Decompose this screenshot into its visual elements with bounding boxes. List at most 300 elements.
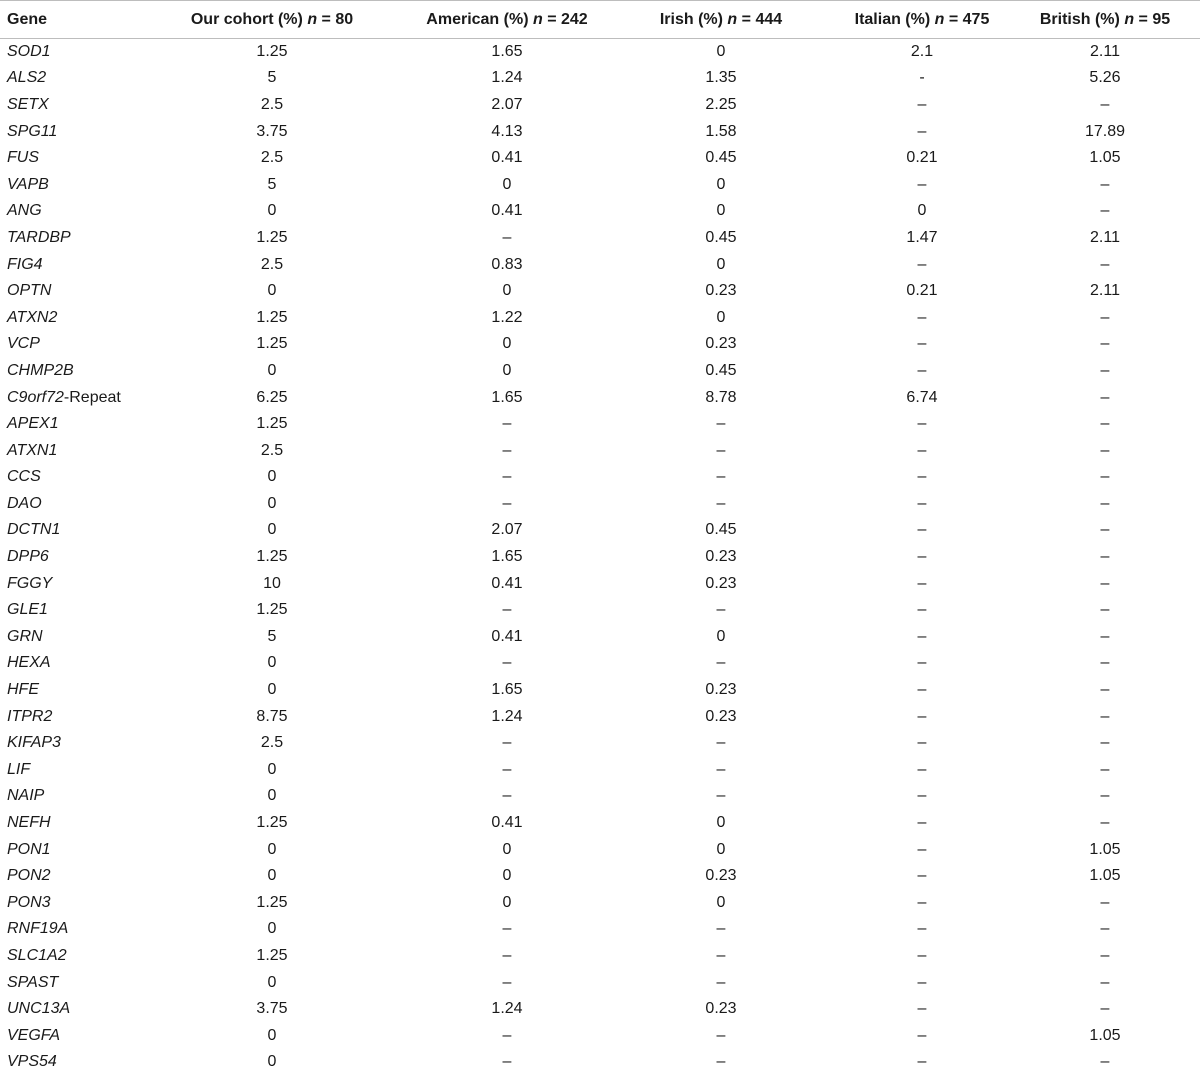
value-cell: 6.74 bbox=[906, 388, 938, 406]
gene-cell bbox=[0, 331, 138, 358]
value-cell: 0 bbox=[267, 1026, 277, 1044]
value-cell: 1.65 bbox=[491, 548, 523, 566]
table-row bbox=[0, 145, 1200, 172]
value-cell: 1.24 bbox=[491, 69, 523, 87]
table-row bbox=[0, 916, 1200, 943]
value-cell: – bbox=[917, 973, 927, 991]
gene-name: KIFAP3 bbox=[7, 734, 61, 752]
value-cell: – bbox=[1100, 175, 1110, 193]
value-cell: – bbox=[917, 122, 927, 140]
table-row bbox=[0, 996, 1200, 1023]
table-row bbox=[0, 437, 1200, 464]
column-header-british: British (%) n = 95 bbox=[1010, 1, 1200, 39]
gene-name: DAO bbox=[7, 494, 42, 512]
value-cell: – bbox=[1100, 361, 1110, 379]
value-cell: 0 bbox=[267, 654, 277, 672]
value-cell: 3.75 bbox=[256, 1000, 288, 1018]
table-row bbox=[0, 464, 1200, 491]
value-cell: 0.45 bbox=[705, 521, 737, 539]
value-cell: – bbox=[1100, 548, 1110, 566]
gene-name: ALS2 bbox=[7, 69, 47, 87]
gene-name: UNC13A bbox=[7, 1000, 71, 1018]
gene-cell bbox=[0, 118, 138, 145]
value-cell: 5 bbox=[267, 627, 277, 645]
value-cell: – bbox=[1100, 707, 1110, 725]
value-cell: 0 bbox=[502, 335, 512, 353]
value-cell: 0 bbox=[716, 627, 726, 645]
gene-cell bbox=[0, 996, 138, 1023]
value-cell: 10 bbox=[263, 574, 281, 592]
value-cell: 0.41 bbox=[491, 149, 523, 167]
value-cell: – bbox=[502, 441, 512, 459]
gene-name: SETX bbox=[7, 95, 49, 113]
value-cell: 1.25 bbox=[256, 308, 288, 326]
value-cell: 5 bbox=[267, 69, 277, 87]
value-cell: – bbox=[716, 1026, 726, 1044]
value-cell: – bbox=[502, 973, 512, 991]
value-cell: – bbox=[716, 1053, 726, 1071]
value-cell: 0.45 bbox=[705, 228, 737, 246]
gene-cell bbox=[0, 278, 138, 305]
gene-cell bbox=[0, 783, 138, 810]
value-cell: – bbox=[917, 175, 927, 193]
gene-cell bbox=[0, 65, 138, 92]
value-cell: 0.41 bbox=[491, 574, 523, 592]
value-cell: 1.24 bbox=[491, 1000, 523, 1018]
value-cell: – bbox=[716, 920, 726, 938]
header-row bbox=[0, 1, 1200, 39]
gene-name: SPAST bbox=[7, 973, 59, 991]
value-cell: – bbox=[917, 441, 927, 459]
value-cell: 1.05 bbox=[1089, 149, 1121, 167]
value-cell: – bbox=[1100, 601, 1110, 619]
value-cell: – bbox=[716, 468, 726, 486]
value-cell: – bbox=[1100, 946, 1110, 964]
value-cell: – bbox=[502, 415, 512, 433]
table-row bbox=[0, 251, 1200, 278]
value-cell: 0 bbox=[502, 175, 512, 193]
value-cell: 0 bbox=[502, 840, 512, 858]
value-cell: 0.23 bbox=[705, 335, 737, 353]
value-cell: 0 bbox=[267, 1053, 277, 1071]
table-row bbox=[0, 544, 1200, 571]
value-cell: 0.23 bbox=[705, 707, 737, 725]
value-cell: – bbox=[1100, 1000, 1110, 1018]
gene-cell bbox=[0, 943, 138, 970]
table-row bbox=[0, 225, 1200, 252]
gene-suffix: -Repeat bbox=[63, 388, 121, 406]
value-cell: 2.5 bbox=[260, 734, 284, 752]
table-row bbox=[0, 783, 1200, 810]
value-cell: 0.21 bbox=[906, 149, 938, 167]
value-cell: – bbox=[716, 734, 726, 752]
gene-name: VCP bbox=[7, 335, 40, 353]
gene-cell bbox=[0, 916, 138, 943]
value-cell: – bbox=[1100, 308, 1110, 326]
gene-name: CHMP2B bbox=[7, 361, 74, 379]
table-row bbox=[0, 650, 1200, 677]
value-cell: – bbox=[917, 1026, 927, 1044]
value-cell: – bbox=[1100, 202, 1110, 220]
value-cell: 2.1 bbox=[910, 43, 934, 61]
gene-cell bbox=[0, 969, 138, 996]
table-row bbox=[0, 969, 1200, 996]
value-cell: – bbox=[716, 787, 726, 805]
table-row bbox=[0, 118, 1200, 145]
value-cell: – bbox=[917, 681, 927, 699]
gene-name: DPP6 bbox=[7, 548, 49, 566]
gene-cell bbox=[0, 810, 138, 837]
value-cell: – bbox=[716, 946, 726, 964]
table-row bbox=[0, 570, 1200, 597]
table-row bbox=[0, 703, 1200, 730]
gene-name: VPS54 bbox=[7, 1053, 57, 1071]
gene-name: FIG4 bbox=[7, 255, 43, 273]
value-cell: 0 bbox=[716, 840, 726, 858]
value-cell: – bbox=[917, 468, 927, 486]
gene-cell bbox=[0, 544, 138, 571]
value-cell: 0 bbox=[267, 494, 277, 512]
value-cell: – bbox=[1100, 760, 1110, 778]
gene-name: ANG bbox=[7, 202, 42, 220]
value-cell: – bbox=[1100, 335, 1110, 353]
table-row bbox=[0, 411, 1200, 438]
gene-name: PON1 bbox=[7, 840, 51, 858]
value-cell: – bbox=[917, 95, 927, 113]
value-cell: 2.5 bbox=[260, 95, 284, 113]
table-row bbox=[0, 677, 1200, 704]
value-cell: – bbox=[917, 308, 927, 326]
value-cell: – bbox=[1100, 681, 1110, 699]
value-cell: – bbox=[502, 734, 512, 752]
column-header-irish: Irish (%) n = 444 bbox=[608, 1, 834, 39]
gene-name: HEXA bbox=[7, 654, 51, 672]
gene-cell bbox=[0, 650, 138, 677]
gene-name: VAPB bbox=[7, 175, 49, 193]
value-cell: 5 bbox=[267, 175, 277, 193]
value-cell: – bbox=[502, 1026, 512, 1044]
table-row bbox=[0, 1022, 1200, 1049]
table-row bbox=[0, 624, 1200, 651]
value-cell: 1.05 bbox=[1089, 867, 1121, 885]
gene-cell bbox=[0, 863, 138, 890]
gene-cell bbox=[0, 1022, 138, 1049]
table-row bbox=[0, 491, 1200, 518]
value-cell: – bbox=[1100, 920, 1110, 938]
gene-name: GLE1 bbox=[7, 601, 48, 619]
gene-cell bbox=[0, 730, 138, 757]
gene-cell bbox=[0, 703, 138, 730]
gene-name: FUS bbox=[7, 149, 39, 167]
value-cell: – bbox=[1100, 521, 1110, 539]
table-row bbox=[0, 278, 1200, 305]
table-row bbox=[0, 198, 1200, 225]
gene-cell bbox=[0, 836, 138, 863]
value-cell: 0.41 bbox=[491, 627, 523, 645]
value-cell: 1.35 bbox=[705, 69, 737, 87]
value-cell: – bbox=[716, 654, 726, 672]
gene-cell bbox=[0, 570, 138, 597]
value-cell: – bbox=[1100, 95, 1110, 113]
value-cell: 1.58 bbox=[705, 122, 737, 140]
value-cell: – bbox=[1100, 441, 1110, 459]
value-cell: – bbox=[917, 521, 927, 539]
value-cell: – bbox=[917, 335, 927, 353]
value-cell: 1.25 bbox=[256, 335, 288, 353]
gene-name: OPTN bbox=[7, 282, 52, 300]
table-row bbox=[0, 304, 1200, 331]
table-row bbox=[0, 863, 1200, 890]
value-cell: 0 bbox=[502, 893, 512, 911]
value-cell: – bbox=[716, 760, 726, 778]
value-cell: 1.22 bbox=[491, 308, 523, 326]
value-cell: 2.07 bbox=[491, 521, 523, 539]
value-cell: 0 bbox=[267, 361, 277, 379]
value-cell: 5.26 bbox=[1089, 69, 1121, 87]
value-cell: – bbox=[1100, 574, 1110, 592]
value-cell: 1.24 bbox=[491, 707, 523, 725]
gene-cell bbox=[0, 358, 138, 385]
value-cell: 0.23 bbox=[705, 548, 737, 566]
gene-cell bbox=[0, 624, 138, 651]
table-row bbox=[0, 92, 1200, 119]
value-cell: 6.25 bbox=[256, 388, 288, 406]
value-cell: 0 bbox=[267, 840, 277, 858]
value-cell: 8.75 bbox=[256, 707, 288, 725]
column-header-italian: Italian (%) n = 475 bbox=[834, 1, 1010, 39]
gene-cell bbox=[0, 198, 138, 225]
gene-cell bbox=[0, 92, 138, 119]
value-cell: 0.41 bbox=[491, 202, 523, 220]
value-cell: – bbox=[502, 601, 512, 619]
value-cell: 0.23 bbox=[705, 1000, 737, 1018]
value-cell: 0.21 bbox=[906, 282, 938, 300]
gene-cell bbox=[0, 491, 138, 518]
table-body bbox=[0, 39, 1200, 1076]
value-cell: 0 bbox=[716, 175, 726, 193]
value-cell: – bbox=[917, 867, 927, 885]
table-row bbox=[0, 757, 1200, 784]
value-cell: 1.47 bbox=[906, 228, 938, 246]
value-cell: – bbox=[502, 1053, 512, 1071]
value-cell: 1.25 bbox=[256, 946, 288, 964]
value-cell: – bbox=[502, 760, 512, 778]
gene-cell bbox=[0, 171, 138, 198]
value-cell: 1.25 bbox=[256, 601, 288, 619]
value-cell: 0 bbox=[716, 255, 726, 273]
value-cell: – bbox=[917, 255, 927, 273]
value-cell: – bbox=[502, 228, 512, 246]
value-cell: – bbox=[917, 654, 927, 672]
gene-cell bbox=[0, 517, 138, 544]
value-cell: – bbox=[917, 840, 927, 858]
value-cell: 1.25 bbox=[256, 228, 288, 246]
gene-name: PON3 bbox=[7, 893, 51, 911]
value-cell: 0 bbox=[267, 973, 277, 991]
table-row bbox=[0, 1049, 1200, 1076]
value-cell: 1.65 bbox=[491, 681, 523, 699]
column-header-american: American (%) n = 242 bbox=[406, 1, 608, 39]
value-cell: 0 bbox=[502, 867, 512, 885]
value-cell: – bbox=[917, 1000, 927, 1018]
value-cell: 0.83 bbox=[491, 255, 523, 273]
value-cell: 1.05 bbox=[1089, 1026, 1121, 1044]
value-cell: – bbox=[917, 361, 927, 379]
gene-name: TARDBP bbox=[7, 228, 71, 246]
gene-name: FGGY bbox=[7, 574, 53, 592]
value-cell: – bbox=[1100, 973, 1110, 991]
gene-cell bbox=[0, 304, 138, 331]
gene-name: NAIP bbox=[7, 787, 45, 805]
value-cell: 0 bbox=[917, 202, 927, 220]
value-cell: – bbox=[917, 574, 927, 592]
value-cell: – bbox=[502, 946, 512, 964]
value-cell: 1.25 bbox=[256, 43, 288, 61]
value-cell: 0.23 bbox=[705, 867, 737, 885]
value-cell: 0 bbox=[716, 308, 726, 326]
gene-cell bbox=[0, 251, 138, 278]
value-cell: – bbox=[716, 415, 726, 433]
value-cell: – bbox=[917, 814, 927, 832]
gene-name: C9orf72 bbox=[7, 388, 64, 406]
gene-cell bbox=[0, 145, 138, 172]
gene-cell bbox=[0, 597, 138, 624]
value-cell: – bbox=[917, 734, 927, 752]
gene-name: ATXN2 bbox=[7, 308, 58, 326]
value-cell: – bbox=[1100, 627, 1110, 645]
value-cell: 2.5 bbox=[260, 255, 284, 273]
gene-name: NEFH bbox=[7, 814, 51, 832]
value-cell: 17.89 bbox=[1084, 122, 1126, 140]
value-cell: 2.25 bbox=[705, 95, 737, 113]
gene-cell bbox=[0, 677, 138, 704]
value-cell: – bbox=[917, 548, 927, 566]
gene-header: Gene bbox=[0, 1, 138, 39]
value-cell: – bbox=[716, 973, 726, 991]
gene-name: ITPR2 bbox=[7, 707, 53, 725]
value-cell: – bbox=[917, 920, 927, 938]
table-row bbox=[0, 943, 1200, 970]
value-cell: 0.23 bbox=[705, 282, 737, 300]
value-cell: 2.11 bbox=[1090, 43, 1120, 61]
value-cell: – bbox=[1100, 494, 1110, 512]
table-row bbox=[0, 384, 1200, 411]
value-cell: 0 bbox=[267, 787, 277, 805]
value-cell: – bbox=[1100, 734, 1110, 752]
value-cell: 1.05 bbox=[1089, 840, 1121, 858]
value-cell: – bbox=[502, 468, 512, 486]
value-cell: 2.11 bbox=[1090, 282, 1120, 300]
gene-name: SPG11 bbox=[7, 122, 58, 140]
value-cell: 0 bbox=[267, 867, 277, 885]
gene-cell bbox=[0, 437, 138, 464]
value-cell: 1.65 bbox=[491, 43, 523, 61]
value-cell: 2.07 bbox=[491, 95, 523, 113]
table-row bbox=[0, 810, 1200, 837]
value-cell: – bbox=[502, 494, 512, 512]
gene-cell bbox=[0, 225, 138, 252]
value-cell: – bbox=[716, 494, 726, 512]
column-header-our-cohort: Our cohort (%) n = 80 bbox=[138, 1, 406, 39]
gene-name: PON2 bbox=[7, 867, 51, 885]
value-cell: – bbox=[1100, 654, 1110, 672]
table-row bbox=[0, 836, 1200, 863]
value-cell: – bbox=[502, 920, 512, 938]
value-cell: – bbox=[716, 601, 726, 619]
value-cell: 0 bbox=[267, 760, 277, 778]
value-cell: – bbox=[1100, 468, 1110, 486]
table-row bbox=[0, 65, 1200, 92]
value-cell: – bbox=[1100, 787, 1110, 805]
table-row bbox=[0, 358, 1200, 385]
gene-name: SLC1A2 bbox=[7, 946, 67, 964]
value-cell: 3.75 bbox=[256, 122, 288, 140]
gene-name: DCTN1 bbox=[7, 521, 61, 539]
gene-cell bbox=[0, 464, 138, 491]
value-cell: 0 bbox=[267, 521, 277, 539]
gene-cell bbox=[0, 1049, 138, 1076]
table-row bbox=[0, 730, 1200, 757]
value-cell: 0.45 bbox=[705, 361, 737, 379]
value-cell: – bbox=[917, 601, 927, 619]
value-cell: 0 bbox=[716, 814, 726, 832]
table-row bbox=[0, 171, 1200, 198]
gene-name: HFE bbox=[7, 681, 39, 699]
value-cell: 0 bbox=[267, 202, 277, 220]
value-cell: 4.13 bbox=[491, 122, 523, 140]
value-cell: 0.23 bbox=[705, 574, 737, 592]
value-cell: 0.45 bbox=[705, 149, 737, 167]
value-cell: – bbox=[917, 494, 927, 512]
gene-name: LIF bbox=[7, 760, 31, 778]
value-cell: – bbox=[1100, 814, 1110, 832]
value-cell: – bbox=[716, 441, 726, 459]
table-row bbox=[0, 597, 1200, 624]
value-cell: – bbox=[502, 654, 512, 672]
value-cell: 0 bbox=[716, 43, 726, 61]
value-cell: 0.23 bbox=[705, 681, 737, 699]
gene-name: SOD1 bbox=[7, 43, 51, 61]
value-cell: – bbox=[1100, 1053, 1110, 1071]
value-cell: – bbox=[917, 415, 927, 433]
value-cell: 1.65 bbox=[491, 388, 523, 406]
gene-name: RNF19A bbox=[7, 920, 69, 938]
value-cell: 0.41 bbox=[491, 814, 523, 832]
value-cell: 0 bbox=[716, 202, 726, 220]
table-row bbox=[0, 890, 1200, 917]
value-cell: 0 bbox=[502, 282, 512, 300]
value-cell: – bbox=[917, 946, 927, 964]
value-cell: 0 bbox=[267, 920, 277, 938]
value-cell: 1.25 bbox=[256, 814, 288, 832]
gene-cell bbox=[0, 39, 138, 66]
table-row bbox=[0, 517, 1200, 544]
gene-cell bbox=[0, 757, 138, 784]
value-cell: – bbox=[1100, 255, 1110, 273]
value-cell: 0 bbox=[267, 681, 277, 699]
value-cell: – bbox=[917, 787, 927, 805]
table-row bbox=[0, 39, 1200, 66]
value-cell: – bbox=[917, 627, 927, 645]
value-cell: 1.25 bbox=[256, 893, 288, 911]
gene-name: APEX1 bbox=[7, 415, 59, 433]
value-cell: – bbox=[917, 707, 927, 725]
table-row bbox=[0, 331, 1200, 358]
gene-cell bbox=[0, 384, 138, 411]
gene-cell bbox=[0, 890, 138, 917]
gene-name: GRN bbox=[7, 627, 43, 645]
value-cell: 2.5 bbox=[260, 149, 284, 167]
